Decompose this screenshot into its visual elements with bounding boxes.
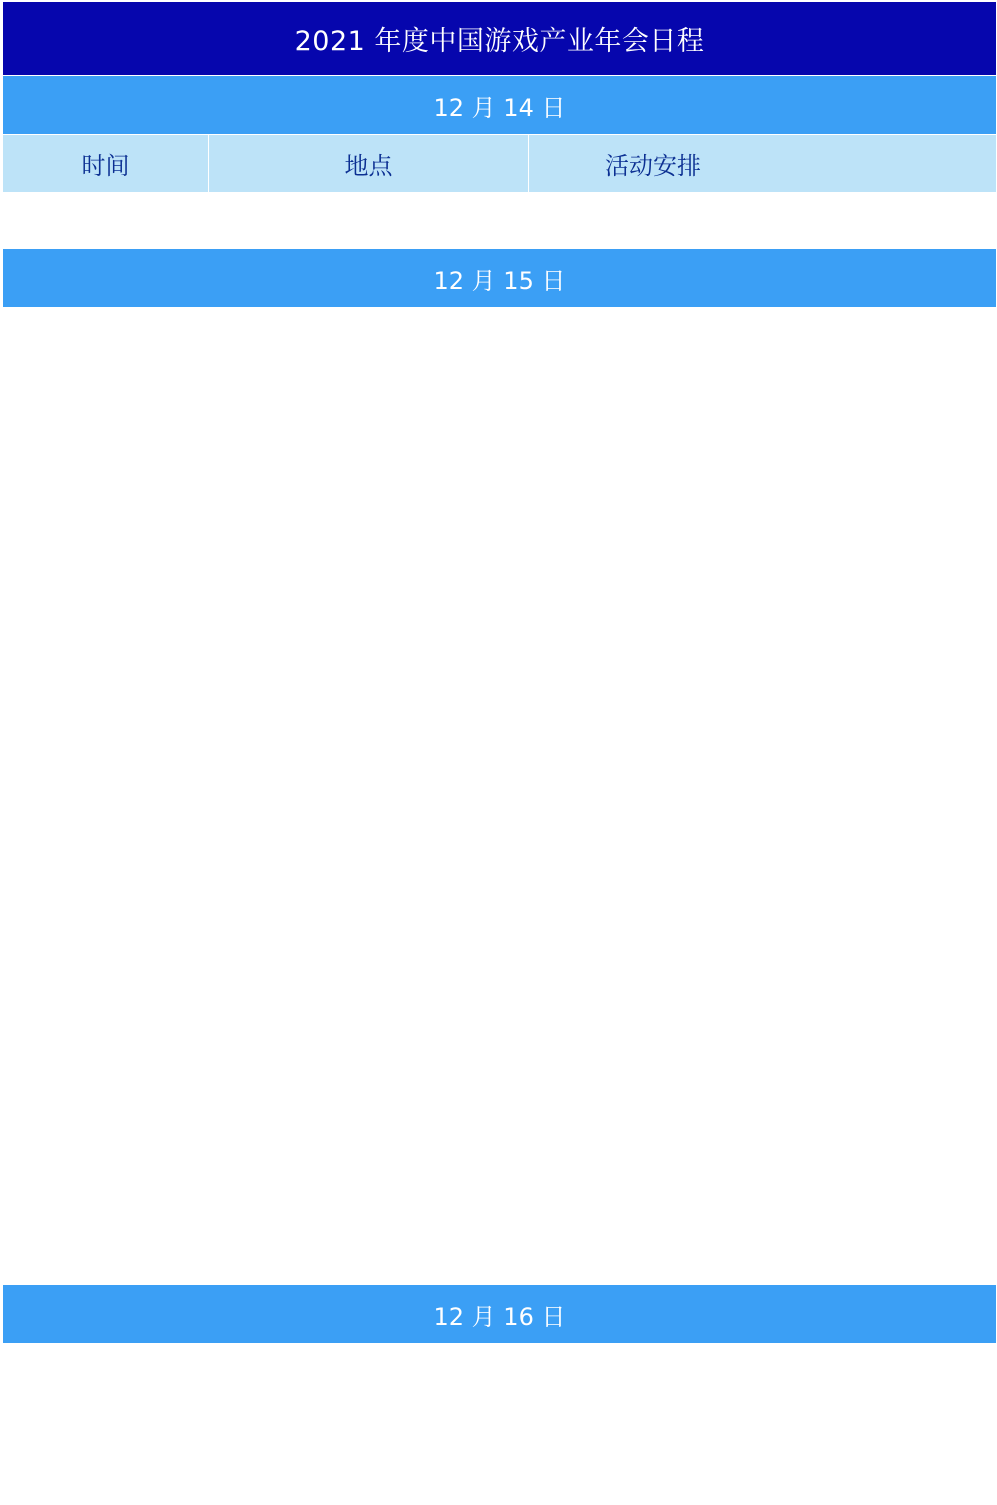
day-header-dec-15: 12 月 15 日 (3, 249, 996, 307)
column-header-place: 地点 (209, 135, 529, 192)
day-header-dec-16: 12 月 16 日 (3, 1285, 996, 1343)
column-header-time: 时间 (3, 135, 209, 192)
column-header-activity: 活动安排 (529, 135, 996, 192)
page-title: 2021 年度中国游戏产业年会日程 (3, 2, 996, 75)
table-header-row (3, 135, 996, 192)
day-header-dec-14: 12 月 14 日 (3, 76, 996, 134)
